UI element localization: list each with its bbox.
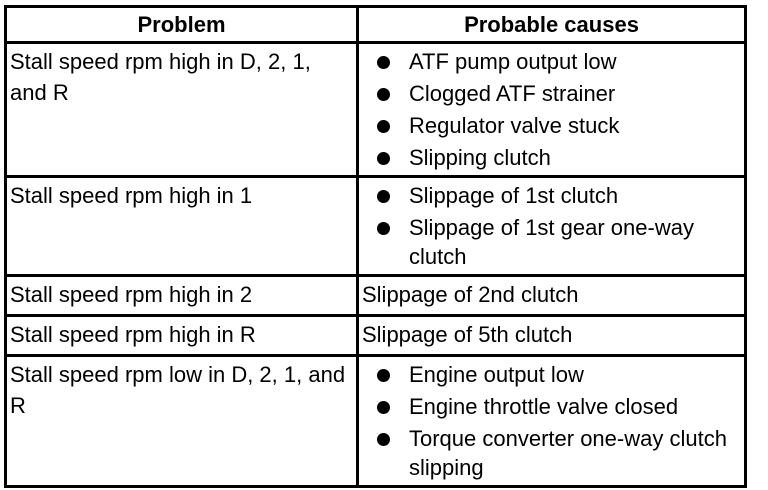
list-item: [359, 360, 740, 389]
list-item: [359, 47, 740, 76]
table-row: [6, 276, 746, 316]
stall-speed-diagnosis-table: [4, 5, 747, 488]
table-row: [6, 316, 746, 356]
problem-cell: Stall speed rpm low in D, 2, 1, and R: [6, 356, 358, 487]
bullet-dot-icon: [377, 120, 390, 133]
problem-cell: Stall speed rpm high in R: [6, 316, 358, 356]
causes-cell: Slippage of 5th clutch: [358, 316, 746, 356]
table-header-row: [6, 7, 746, 43]
problem-cell: Stall speed rpm high in 2: [6, 276, 358, 316]
header-problem: Problem: [6, 7, 358, 43]
list-item: [359, 392, 740, 421]
bullet-dot-icon: [377, 369, 390, 382]
bullet-dot-icon: [377, 88, 390, 101]
causes-cell: [358, 356, 746, 487]
causes-cell: [358, 43, 746, 177]
cause-text: Slippage of 1st clutch: [409, 183, 619, 208]
cause-text: Engine output low: [409, 362, 584, 387]
list-item: [359, 181, 740, 210]
list-item: [359, 424, 740, 482]
list-item: [359, 213, 740, 271]
causes-cell: [358, 177, 746, 276]
cause-text: Clogged ATF strainer: [409, 81, 616, 106]
cause-text: Torque converter one-way clutch slipping: [409, 426, 727, 480]
bullet-dot-icon: [377, 401, 390, 414]
table-row: [6, 177, 746, 276]
header-probable-causes: Probable causes: [358, 7, 746, 43]
problem-cell: Stall speed rpm high in D, 2, 1, and R: [6, 43, 358, 177]
list-item: [359, 111, 740, 140]
cause-text: Slipping clutch: [409, 145, 551, 170]
bullet-dot-icon: [377, 152, 390, 165]
bullet-dot-icon: [377, 222, 390, 235]
bullet-dot-icon: [377, 190, 390, 203]
cause-text: Regulator valve stuck: [409, 113, 620, 138]
bullet-dot-icon: [377, 56, 390, 69]
list-item: [359, 143, 740, 172]
diagnosis-table-container: [4, 5, 744, 488]
bullet-dot-icon: [377, 433, 390, 446]
list-item: [359, 79, 740, 108]
problem-cell: Stall speed rpm high in 1: [6, 177, 358, 276]
causes-list: [359, 44, 744, 175]
causes-list: [359, 178, 744, 274]
causes-cell: Slippage of 2nd clutch: [358, 276, 746, 316]
table-row: [6, 356, 746, 487]
causes-list: [359, 357, 744, 485]
cause-text: Slippage of 1st gear one-way clutch: [409, 215, 694, 269]
cause-text: Engine throttle valve closed: [409, 394, 679, 419]
table-row: [6, 43, 746, 177]
cause-text: ATF pump output low: [409, 49, 617, 74]
